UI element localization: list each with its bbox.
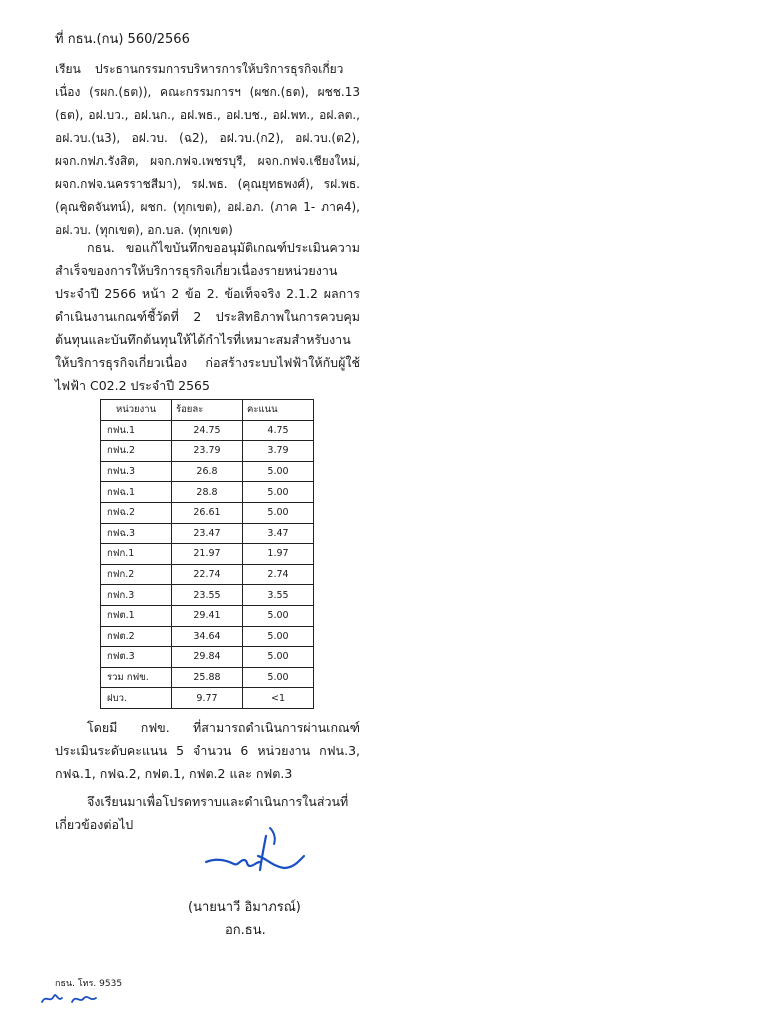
cell-percent: 25.88 — [172, 667, 243, 688]
header-score: คะแนน — [243, 400, 314, 421]
cell-score: 5.00 — [243, 461, 314, 482]
paragraph-3-text: จึงเรียนมาเพื่อโปรดทราบและดำเนินการในส่วนที่เกี่ยวข้องต่อไป — [55, 794, 349, 832]
cell-score: 3.79 — [243, 441, 314, 462]
cell-unit: กฟฉ.1 — [101, 482, 172, 503]
header-percent: ร้อยละ — [172, 400, 243, 421]
table-row — [101, 461, 314, 482]
cell-percent: 24.75 — [172, 420, 243, 441]
handwritten-signature — [200, 822, 310, 880]
cell-score: 5.00 — [243, 502, 314, 523]
cell-percent: 26.61 — [172, 502, 243, 523]
score-table — [100, 399, 314, 709]
cell-score: 1.97 — [243, 544, 314, 565]
cell-score: 5.00 — [243, 482, 314, 503]
paragraph-1-text: กธน. ขอแก้ไขบันทึกขออนุมัติเกณฑ์ประเมินความสำเร็จของการให้บริการธุรกิจเกี่ยวเนื่องรายหน่วยงาน ประจำปี 2566 หน้า 2 ข้อ 2. ข้อเท็จจริง 2.1.2 ผลการดำเนินงานเกณฑ์ชี้วัดที่ 2 ประสิทธิภาพในการควบคุมต้นทุนและบันทึกต้นทุนให้ได้กำไรที่เหมาะสมสำหรับงานให้บริการธุรกิจเกี่ยวเนื่อง ก่อสร้างระบบไฟฟ้าให้กับผู้ใช้ไฟฟ้า C02.2 ประจำปี 2565 — [55, 240, 360, 393]
cell-unit: กฟฉ.2 — [101, 502, 172, 523]
cell-percent: 22.74 — [172, 564, 243, 585]
signer-title: อก.ธน. — [225, 923, 266, 938]
cell-unit: รวม กฟข. — [101, 667, 172, 688]
cell-score: 4.75 — [243, 420, 314, 441]
cell-percent: 28.8 — [172, 482, 243, 503]
cell-score: 3.47 — [243, 523, 314, 544]
cell-unit: ฝบว. — [101, 688, 172, 709]
paragraph-summary — [55, 716, 360, 785]
cell-score: 5.00 — [243, 667, 314, 688]
cell-unit: กฟก.1 — [101, 544, 172, 565]
cell-unit: กฟฉ.3 — [101, 523, 172, 544]
cell-percent: 26.8 — [172, 461, 243, 482]
cell-percent: 29.41 — [172, 605, 243, 626]
cell-percent: 9.77 — [172, 688, 243, 709]
table-row — [101, 482, 314, 503]
cell-unit: กฟน.2 — [101, 441, 172, 462]
cell-score: 5.00 — [243, 647, 314, 668]
paragraph-correction — [55, 236, 360, 397]
cell-percent: 29.84 — [172, 647, 243, 668]
table-row — [101, 564, 314, 585]
table-row — [101, 523, 314, 544]
cell-unit: กฟน.3 — [101, 461, 172, 482]
table-row — [101, 605, 314, 626]
cell-score: 3.55 — [243, 585, 314, 606]
paragraph-2-text: โดยมี กฟข. ที่สามารถดำเนินการผ่านเกณฑ์ประเมินระดับคะแนน 5 จำนวน 6 หน่วยงาน กฟน.3, กฟฉ.1, กฟฉ.2, กฟต.1, กฟต.2 และ กฟต.3 — [55, 720, 360, 781]
table-row — [101, 420, 314, 441]
cell-score: <1 — [243, 688, 314, 709]
cell-unit: กฟก.3 — [101, 585, 172, 606]
subject-block — [55, 58, 360, 242]
reference-number: ที่ กธน.(กน) 560/2566 — [55, 32, 190, 47]
cell-percent: 23.79 — [172, 441, 243, 462]
cell-unit: กฟก.2 — [101, 564, 172, 585]
cell-percent: 21.97 — [172, 544, 243, 565]
table-row — [101, 688, 314, 709]
cell-percent: 23.55 — [172, 585, 243, 606]
table-row — [101, 647, 314, 668]
subject-text: ประธานกรรมการบริหารการให้บริการธุรกิจเกี่ยวเนื่อง (รผก.(ธต)), คณะกรรมการฯ (ผชก.(ธต), ผชช.13 (ธต), อฝ.บว., อฝ.นก., อฝ.พธ., อฝ.บช., อฝ.พท., อฝ.ลต., อฝ.วบ.(น3), อฝ.วบ. (ฉ2), อฝ.วบ.(ก2), อฝ.วบ.(ต2), ผจก.กฟภ.รังสิต, ผจก.กฟจ.เพชรบุรี, ผจก.กฟจ.เชียงใหม่, ผจก.กฟจ.นครราชสีมา), รฝ.พธ. (คุณยุทธพงศ์), รฝ.พธ. (คุณชิดจันทน์), ผชก. (ทุกเขต), อฝ.อภ. (ภาค 1- ภาค4), อฝ.วบ. (ทุกเขต), อก.บล. (ทุกเขต) — [55, 62, 360, 237]
table-row — [101, 441, 314, 462]
table-row — [101, 502, 314, 523]
cell-score: 2.74 — [243, 564, 314, 585]
table-row — [101, 544, 314, 565]
handwritten-initials — [40, 988, 102, 1008]
cell-unit: กฟต.2 — [101, 626, 172, 647]
footer-contact: กธน. โทร. 9535 — [55, 979, 123, 989]
table-row — [101, 626, 314, 647]
signer-name: (นายนาวี อิมาภรณ์) — [188, 900, 301, 915]
cell-score: 5.00 — [243, 626, 314, 647]
cell-unit: กฟน.1 — [101, 420, 172, 441]
table-row — [101, 667, 314, 688]
table-row — [101, 585, 314, 606]
table-header-row — [101, 400, 314, 421]
cell-unit: กฟต.3 — [101, 647, 172, 668]
cell-unit: กฟต.1 — [101, 605, 172, 626]
header-unit: หน่วยงาน — [101, 400, 172, 421]
cell-score: 5.00 — [243, 605, 314, 626]
cell-percent: 23.47 — [172, 523, 243, 544]
cell-percent: 34.64 — [172, 626, 243, 647]
subject-label: เรียน — [55, 62, 81, 76]
